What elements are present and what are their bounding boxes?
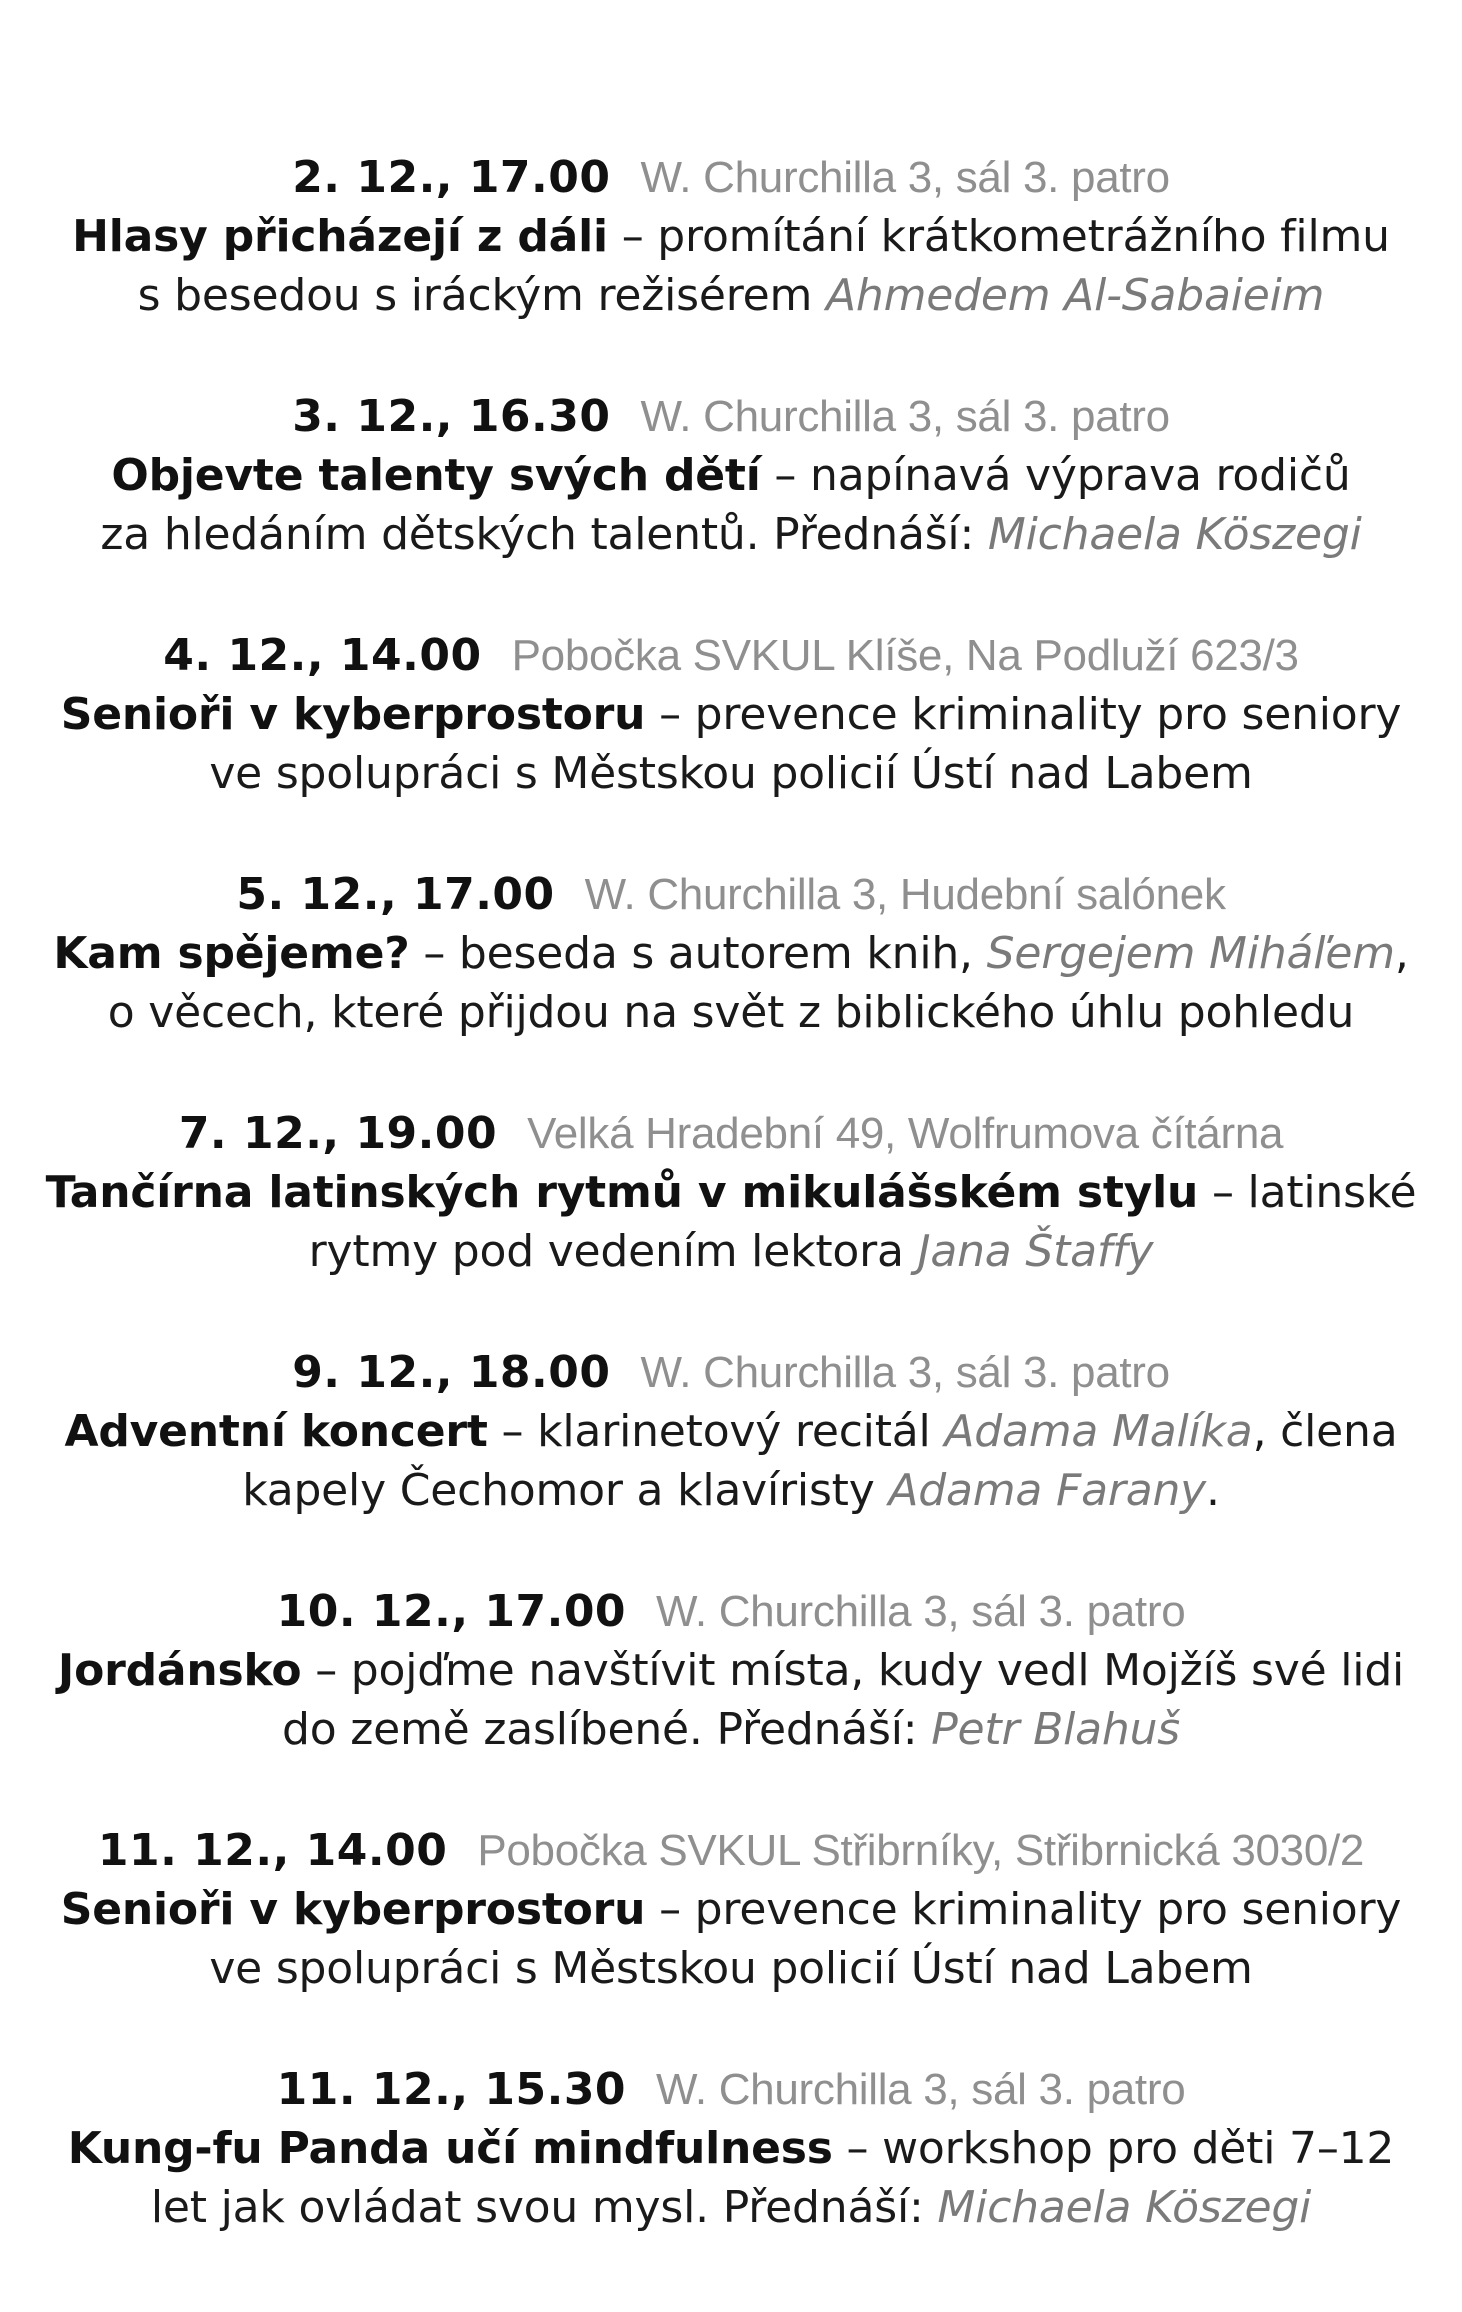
event-date: 11. 12., 14.00 <box>97 1825 448 1876</box>
event-text: ve spolupráci s Městskou policií Ústí nad Labem <box>209 748 1253 799</box>
event-title: Tančírna latinských rytmů v mikulášském stylu <box>45 1167 1199 1218</box>
event-place: Pobočka SVKUL Klíše, Na Podluží 623/3 <box>511 631 1299 680</box>
event-date: 11. 12., 15.30 <box>276 2064 627 2115</box>
event-title: Objevte talenty svých dětí <box>111 450 761 501</box>
event-description-line <box>30 924 1432 983</box>
event-header <box>30 387 1432 446</box>
event-header <box>30 148 1432 207</box>
event-description-line <box>30 1641 1432 1700</box>
event-description-line <box>30 983 1432 1042</box>
event-person: Petr Blahuš <box>931 1704 1180 1755</box>
event-item <box>30 626 1432 803</box>
event-item <box>30 1343 1432 1520</box>
event-item <box>30 865 1432 1042</box>
event-person: Michaela Köszegi <box>987 509 1362 560</box>
event-text: – pojďme navštívit místa, kudy vedl Mojžíš své lidi <box>301 1645 1405 1696</box>
event-place: W. Churchilla 3, sál 3. patro <box>640 153 1170 202</box>
event-text: ve spolupráci s Městskou policií Ústí nad Labem <box>209 1943 1253 1994</box>
event-text: kapely Čechomor a klavíristy <box>242 1465 889 1516</box>
event-description-line <box>30 685 1432 744</box>
event-text: rytmy pod vedením lektora <box>308 1226 918 1277</box>
event-description-line <box>30 2119 1432 2178</box>
event-text: – prevence kriminality pro seniory <box>645 689 1402 740</box>
event-description-line <box>30 1939 1432 1998</box>
event-place: W. Churchilla 3, sál 3. patro <box>656 1587 1186 1636</box>
event-text: s besedou s iráckým režisérem <box>137 270 826 321</box>
event-item <box>30 148 1432 325</box>
event-header <box>30 865 1432 924</box>
event-date: 2. 12., 17.00 <box>292 152 611 203</box>
event-text: za hledáním dětských talentů. Přednáší: <box>100 509 988 560</box>
event-text-after: . <box>1206 1465 1220 1516</box>
event-text: do země zaslíbené. Přednáší: <box>282 1704 932 1755</box>
event-place: W. Churchilla 3, sál 3. patro <box>640 1348 1170 1397</box>
event-text: – promítání krátkometrážního filmu <box>607 211 1390 262</box>
event-item <box>30 1821 1432 1998</box>
event-person: Ahmedem Al-Sabaieim <box>826 270 1325 321</box>
event-description-line <box>30 2178 1432 2237</box>
event-item <box>30 387 1432 564</box>
event-item <box>30 1104 1432 1281</box>
event-text: o věcech, které přijdou na svět z biblického úhlu pohledu <box>107 987 1355 1038</box>
event-person: Jana Štaffy <box>917 1226 1154 1277</box>
event-date: 7. 12., 19.00 <box>178 1108 498 1159</box>
event-person: Adama Farany <box>888 1465 1207 1516</box>
event-title: Adventní koncert <box>64 1406 488 1457</box>
event-place: W. Churchilla 3, sál 3. patro <box>656 2065 1186 2114</box>
event-date: 9. 12., 18.00 <box>292 1347 611 1398</box>
event-text-after: , <box>1394 928 1409 979</box>
event-header <box>30 626 1432 685</box>
event-place: W. Churchilla 3, Hudební salónek <box>584 870 1226 919</box>
event-description-line <box>30 446 1432 505</box>
event-title: Jordánsko <box>57 1645 302 1696</box>
event-place: Velká Hradební 49, Wolfrumova čítárna <box>527 1109 1284 1158</box>
event-title: Senioři v kyberprostoru <box>60 1884 646 1935</box>
event-description-line <box>30 1402 1432 1461</box>
event-place: Pobočka SVKUL Střibrníky, Střibrnická 3030/2 <box>477 1826 1365 1875</box>
event-person: Sergejem Miháľem <box>986 928 1395 979</box>
event-person: Michaela Köszegi <box>937 2182 1312 2233</box>
event-text: – klarinetový recitál <box>487 1406 945 1457</box>
event-title: Kung-fu Panda učí mindfulness <box>67 2123 833 2174</box>
event-text: let jak ovládat svou mysl. Přednáší: <box>150 2182 938 2233</box>
event-description-line <box>30 266 1432 325</box>
event-text: – workshop pro děti 7–12 <box>832 2123 1395 2174</box>
event-date: 3. 12., 16.30 <box>292 391 611 442</box>
event-person: Adama Malíka <box>944 1406 1253 1457</box>
event-text: – prevence kriminality pro seniory <box>645 1884 1402 1935</box>
event-place: W. Churchilla 3, sál 3. patro <box>640 392 1170 441</box>
event-description-line <box>30 207 1432 266</box>
event-text: – beseda s autorem knih, <box>409 928 987 979</box>
event-date: 5. 12., 17.00 <box>236 869 555 920</box>
event-title: Senioři v kyberprostoru <box>60 689 646 740</box>
event-description-line <box>30 1880 1432 1939</box>
event-text: – napínavá výprava rodičů <box>760 450 1351 501</box>
event-header <box>30 1104 1432 1163</box>
event-description-line <box>30 1163 1432 1222</box>
event-text-after: , člena <box>1252 1406 1398 1457</box>
event-title: Hlasy přicházejí z dáli <box>72 211 608 262</box>
event-header <box>30 1821 1432 1880</box>
event-description-line <box>30 1461 1432 1520</box>
event-item <box>30 2060 1432 2237</box>
event-text: – latinské <box>1198 1167 1417 1218</box>
event-description-line <box>30 1700 1432 1759</box>
event-header <box>30 2060 1432 2119</box>
event-header <box>30 1582 1432 1641</box>
event-description-line <box>30 744 1432 803</box>
event-item <box>30 1582 1432 1759</box>
event-date: 10. 12., 17.00 <box>276 1586 627 1637</box>
event-date: 4. 12., 14.00 <box>163 630 482 681</box>
event-description-line <box>30 505 1432 564</box>
event-title: Kam spějeme? <box>53 928 410 979</box>
event-header <box>30 1343 1432 1402</box>
event-description-line <box>30 1222 1432 1281</box>
